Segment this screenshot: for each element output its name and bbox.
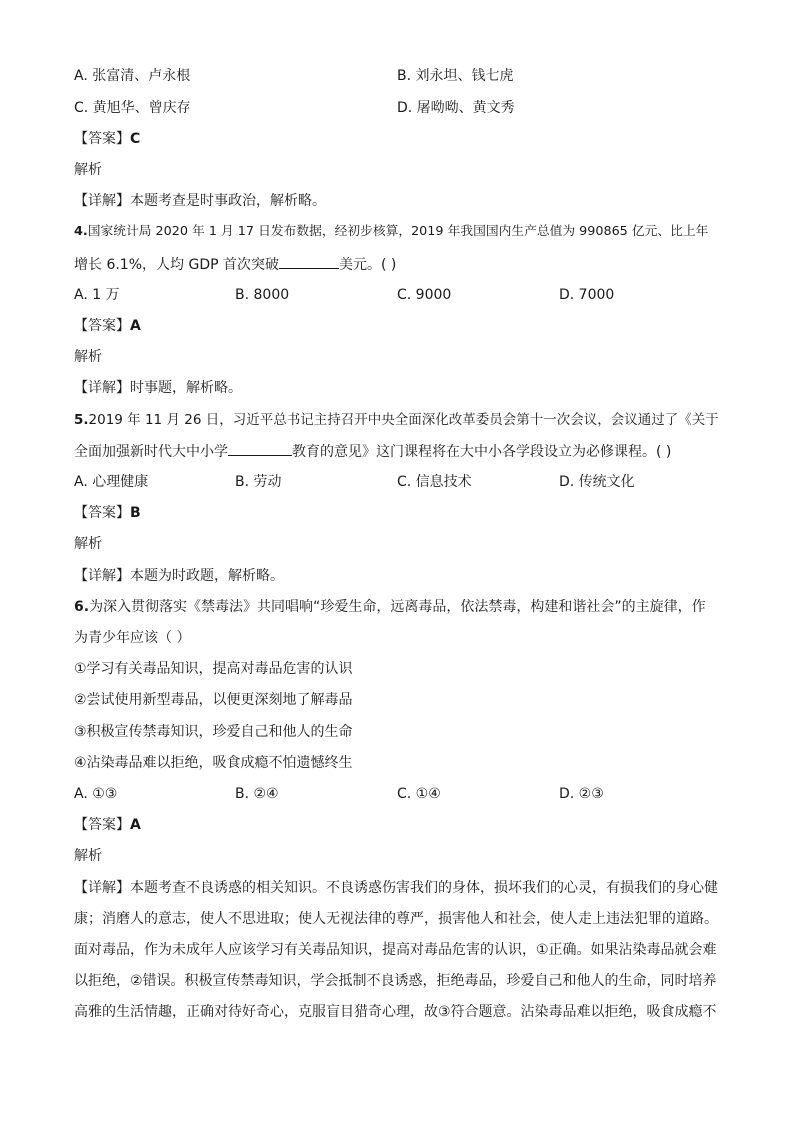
q6-stem-line1: 6.为深入贯彻落实《禁毒法》共同唱响“珍爱生命，远离毒品，依法禁毒，构建和谐社会”的主旋律，作: [74, 599, 706, 615]
q5-stem-line2: 全面加强新时代大中小学 教育的意见》这门课程将在大中小各学段设立为必修课程。( ): [74, 441, 671, 462]
q6-option-c: C. ①④: [397, 786, 441, 802]
answer-value: A: [130, 318, 141, 334]
detail-label: 【详解】: [74, 193, 130, 209]
detail-label: 【详解】: [74, 880, 130, 896]
q4-detail: [74, 378, 242, 398]
q6-statement-2: ②尝试使用新型毒品，以便更深刻地了解毒品: [74, 692, 353, 708]
q4-option-d: D. 7000: [559, 287, 615, 303]
q5-analysis: 解析: [74, 536, 102, 552]
answer-value: C: [130, 131, 141, 147]
q3-detail: [74, 191, 326, 211]
q6-detail-line2: 康；消磨人的意志，使人不思进取；使人无视法律的尊严，损害他人和社会，使人走上违法犯罪的道路。: [74, 911, 718, 927]
q4-option-a: A. 1 万: [74, 287, 120, 303]
q6-detail-line3: 面对毒品，作为未成年人应该学习有关毒品知识，提高对毒品危害的认识，①正确。如果沾染毒品就会难: [74, 942, 717, 958]
detail-label: 【详解】: [74, 568, 130, 584]
q4-analysis: 解析: [74, 349, 102, 365]
detail-text: 本题考查不良诱惑的相关知识。不良诱惑伤害我们的身体，损坏我们的心灵，有损我们的身心健: [130, 880, 718, 896]
fill-blank: [228, 441, 292, 456]
q6-detail-line1: [74, 878, 718, 898]
question-number: 4.: [74, 224, 88, 239]
q6-option-a: A. ①③: [74, 786, 118, 802]
answer-label: 【答案】: [74, 318, 130, 334]
q6-statement-4: ④沾染毒品难以拒绝，吸食成瘾不怕遗憾终生: [74, 755, 353, 771]
q3-analysis: 解析: [74, 162, 102, 178]
q5-detail: [74, 566, 284, 586]
answer-value: B: [130, 505, 141, 521]
q3-option-b: B. 刘永坦、钱七虎: [397, 68, 514, 84]
q4-answer: [74, 316, 141, 336]
q5-option-a: A. 心理健康: [74, 474, 149, 490]
q4-stem-line2: 增长 6.1%，人均 GDP 首次突破 美元。( ): [74, 254, 396, 275]
q6-analysis: 解析: [74, 848, 102, 864]
q4-stem-line1: 4.国家统计局 2020 年 1 月 17 日发布数据，经初步核算，2019 年我国国内生产总值为 990865 亿元、比上年: [74, 224, 709, 239]
question-number: 6.: [74, 599, 90, 615]
q3-answer: [74, 129, 140, 149]
answer-value: A: [130, 817, 141, 833]
detail-label: 【详解】: [74, 380, 130, 396]
q3-option-d: D. 屠呦呦、黄文秀: [397, 100, 515, 116]
q6-option-b: B. ②④: [235, 786, 279, 802]
answer-label: 【答案】: [74, 817, 130, 833]
q4-option-b: B. 8000: [235, 287, 290, 303]
q6-option-d: D. ②③: [559, 786, 604, 802]
q6-detail-line4: 以拒绝，②错误。积极宣传禁毒知识，学会抵制不良诱惑，拒绝毒品，珍爱自己和他人的生命，同时培养: [74, 973, 717, 989]
question-number: 5.: [74, 412, 89, 428]
answer-label: 【答案】: [74, 505, 130, 521]
answer-label: 【答案】: [74, 131, 130, 147]
detail-text: 时事题，解析略。: [130, 380, 242, 396]
fill-blank: [279, 254, 339, 269]
q4-option-c: C. 9000: [397, 287, 452, 303]
q5-option-c: C. 信息技术: [397, 474, 472, 490]
q5-option-b: B. 劳动: [235, 474, 282, 490]
q3-option-c: C. 黄旭华、曾庆存: [74, 100, 191, 116]
q5-option-d: D. 传统文化: [559, 474, 635, 490]
q6-detail-line5: 高雅的生活情趣，正确对待好奇心，克服盲目猎奇心理，故③符合题意。沾染毒品难以拒绝，吸食成瘾不: [74, 1004, 717, 1020]
detail-text: 本题为时政题，解析略。: [130, 568, 284, 584]
q6-answer: [74, 815, 141, 835]
q6-statement-1: ①学习有关毒品知识，提高对毒品危害的认识: [74, 661, 353, 677]
q3-option-a: A. 张富清、卢永根: [74, 68, 191, 84]
detail-text: 本题考查是时事政治，解析略。: [130, 193, 326, 209]
q6-stem-line2: 为青少年应该（ ）: [74, 630, 191, 646]
q5-answer: [74, 503, 141, 523]
q6-statement-3: ③积极宣传禁毒知识，珍爱自己和他人的生命: [74, 724, 353, 740]
q5-stem-line1: 5.2019 年 11 月 26 日，习近平总书记主持召开中央全面深化改革委员会第十一次会议，会议通过了《关于: [74, 412, 719, 428]
